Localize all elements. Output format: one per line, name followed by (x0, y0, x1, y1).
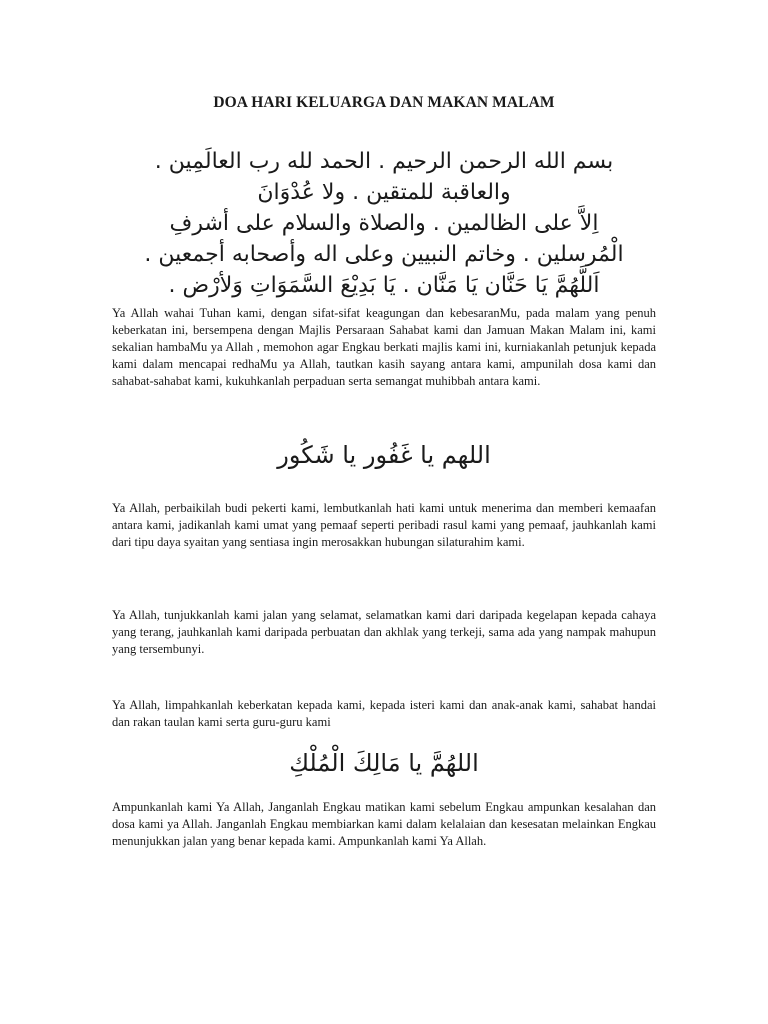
prayer-paragraph-2: Ya Allah, perbaikilah budi pekerti kami, lembutkanlah hati kami untuk menerima dan memberi kemaafan antara kami, jadikanlah kami umat yang pemaaf seperti peribadi rasul kami yang pemaaf, jauhkanlah kami dari tipu daya syaitan yang sentiasa ingin merosakkan hubungan silaturahim kami. (112, 501, 656, 549)
document-page (112, 0, 656, 1024)
arabic-invocation-ghafur: اللهم يا غَفُور يا شَكُور (277, 441, 491, 469)
arabic-opening-line-2: والعاقبة للمتقين . ولا عُدْوَانَ (257, 180, 511, 205)
prayer-paragraph-3: Ya Allah, tunjukkanlah kami jalan yang selamat, selamatkan kami dari daripada kegelapan kepada cahaya yang terang, jauhkanlah kami daripada perbuatan dan akhlak yang terkeji, sama ada yang nampak mahupun yang tersembunyi. (112, 608, 656, 656)
prayer-paragraph-5: Ampunkanlah kami Ya Allah, Janganlah Engkau matikan kami sebelum Engkau ampunkan kesalahan dan dosa kami ya Allah. Janganlah Engkau membiarkan kami dalam kelalaian dan kesesatan melainkan Engkau menunjukkan jalan yang benar kepada kami. Ampunkanlah kami Ya Allah. (112, 800, 656, 848)
arabic-opening-line-1: بسم الله الرحمن الرحيم . الحمد لله رب العالَمِين . (154, 149, 614, 174)
prayer-paragraph-1: Ya Allah wahai Tuhan kami, dengan sifat-sifat keagungan dan kebesaranMu, pada malam yang penuh keberkatan ini, bersempena dengan Majlis Persaraan Sahabat kami dan Jamuan Makan Malam ini, kami sekalian hambaMu ya Allah , memohon agar Engkau berkati majlis kami ini, kurniakanlah petunjuk kepada kami dalam mencapai redhaMu ya Allah, tautkan kasih sayang antara kami, ampunilah dosa kami dan sahabat-sahabat kami, kukuhkanlah perpaduan serta semangat muhibbah antara kami. (112, 306, 656, 388)
arabic-opening-line-4: الْمُرسلين . وخاتم النبيين وعلى اله وأصحابه أجمعين . (144, 242, 624, 267)
document-title: DOA HARI KELUARGA DAN MAKAN MALAM (213, 94, 555, 111)
arabic-invocation-malik-al-mulk: اللهُمَّ يا مَالِكَ الْمُلْكِ (289, 749, 479, 777)
arabic-opening-line-3: اِلاَّ على الظالمين . والصلاة والسلام على أشرفِ (169, 211, 599, 236)
prayer-paragraph-4: Ya Allah, limpahkanlah keberkatan kepada kami, kepada isteri kami dan anak-anak kami, sahabat handai dan rakan taulan kami serta guru-guru kami (112, 698, 656, 729)
arabic-opening-line-5: اَللَّهُمَّ يَا حَنَّان يَا مَنَّان . يَا بَدِيْعَ السَّمَوَاتِ وَلأرْض . (168, 273, 600, 298)
arabic-opening-prayer (112, 146, 656, 301)
